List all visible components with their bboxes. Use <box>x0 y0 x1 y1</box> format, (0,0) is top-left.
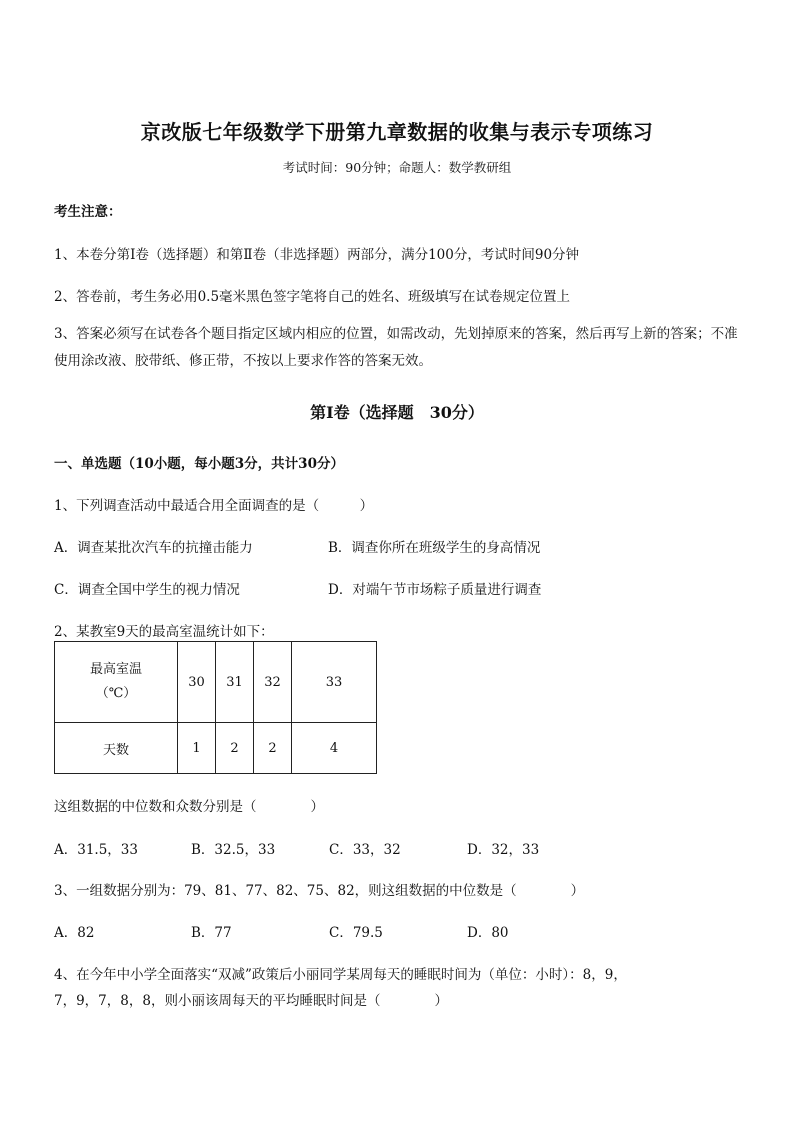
q2-option-c: C．33，32 <box>329 842 401 858</box>
q1-option-a: A．调查某批次汽车的抗撞击能力 <box>54 540 253 556</box>
q1-stem: 1、下列调查活动中最适合用全面调查的是（ ） <box>54 498 374 514</box>
table-cell: 30 <box>178 642 216 723</box>
note-item-2: 2、答卷前，考生务必用0.5毫米黑色签字笔将自己的姓名、班级填写在试卷规定位置上 <box>54 289 571 305</box>
note-item-3: 3、答案必须写在试卷各个题目指定区域内相应的位置，如需改动，先划掉原来的答案，然后再写上新的答案；不准使用涂改液、胶带纸、修正带，不按以上要求作答的答案无效。 <box>54 326 738 369</box>
q3-option-d: D．80 <box>467 925 509 941</box>
q2-option-b: B．32.5，33 <box>191 842 276 858</box>
q1-option-c: C．调查全国中学生的视力情况 <box>54 582 240 598</box>
table-cell: 4 <box>292 723 377 774</box>
q4-stem-line1: 4、在今年中小学全面落实“双减”政策后小丽同学某周每天的睡眠时间为（单位：小时）：8，9， <box>54 967 627 983</box>
section-title: 第Ⅰ卷（选择题 30分） <box>310 403 484 422</box>
q3-option-a: A．82 <box>54 925 95 941</box>
q3-stem: 3、一组数据分别为：79、81、77、82、75、82，则这组数据的中位数是（ ） <box>54 883 585 899</box>
notes-heading: 考生注意： <box>54 204 122 220</box>
table-cell: 31 <box>216 642 254 723</box>
note-item-1: 1、本卷分第Ⅰ卷（选择题）和第Ⅱ卷（非选择题）两部分，满分100分，考试时间90分钟 <box>54 247 580 263</box>
q2-option-a: A．31.5，33 <box>54 842 138 858</box>
q3-option-c: C．79.5 <box>329 925 383 941</box>
table-header-cell: 天数 <box>55 723 178 774</box>
table-cell: 32 <box>254 642 292 723</box>
table-row <box>55 642 377 723</box>
temperature-table <box>54 641 377 774</box>
q1-option-d: D．对端午节市场粽子质量进行调查 <box>328 582 542 598</box>
q3-option-b: B．77 <box>191 925 232 941</box>
part1-heading: 一、单选题（10小题，每小题3分，共计30分） <box>54 456 344 472</box>
q1-option-b: B．调查你所在班级学生的身高情况 <box>328 540 541 556</box>
q2-stem: 2、某教室9天的最高室温统计如下： <box>54 624 274 640</box>
table-label-temp: 最高室温 <box>89 662 142 677</box>
q4-stem-line2: 7，9，7，8，8，则小丽该周每天的平均睡眠时间是（ ） <box>54 993 448 1009</box>
exam-title: 京改版七年级数学下册第九章数据的收集与表示专项练习 <box>140 120 654 144</box>
table-label-unit: （℃） <box>95 686 137 701</box>
table-cell: 2 <box>254 723 292 774</box>
table-cell: 2 <box>216 723 254 774</box>
q2-option-d: D．32，33 <box>467 842 540 858</box>
exam-subtitle: 考试时间：90分钟；命题人：数学教研组 <box>282 160 512 175</box>
table-header-cell <box>55 642 178 723</box>
table-cell: 33 <box>292 642 377 723</box>
q2-question: 这组数据的中位数和众数分别是（ ） <box>54 799 324 815</box>
table-row <box>55 723 377 774</box>
table-cell: 1 <box>178 723 216 774</box>
